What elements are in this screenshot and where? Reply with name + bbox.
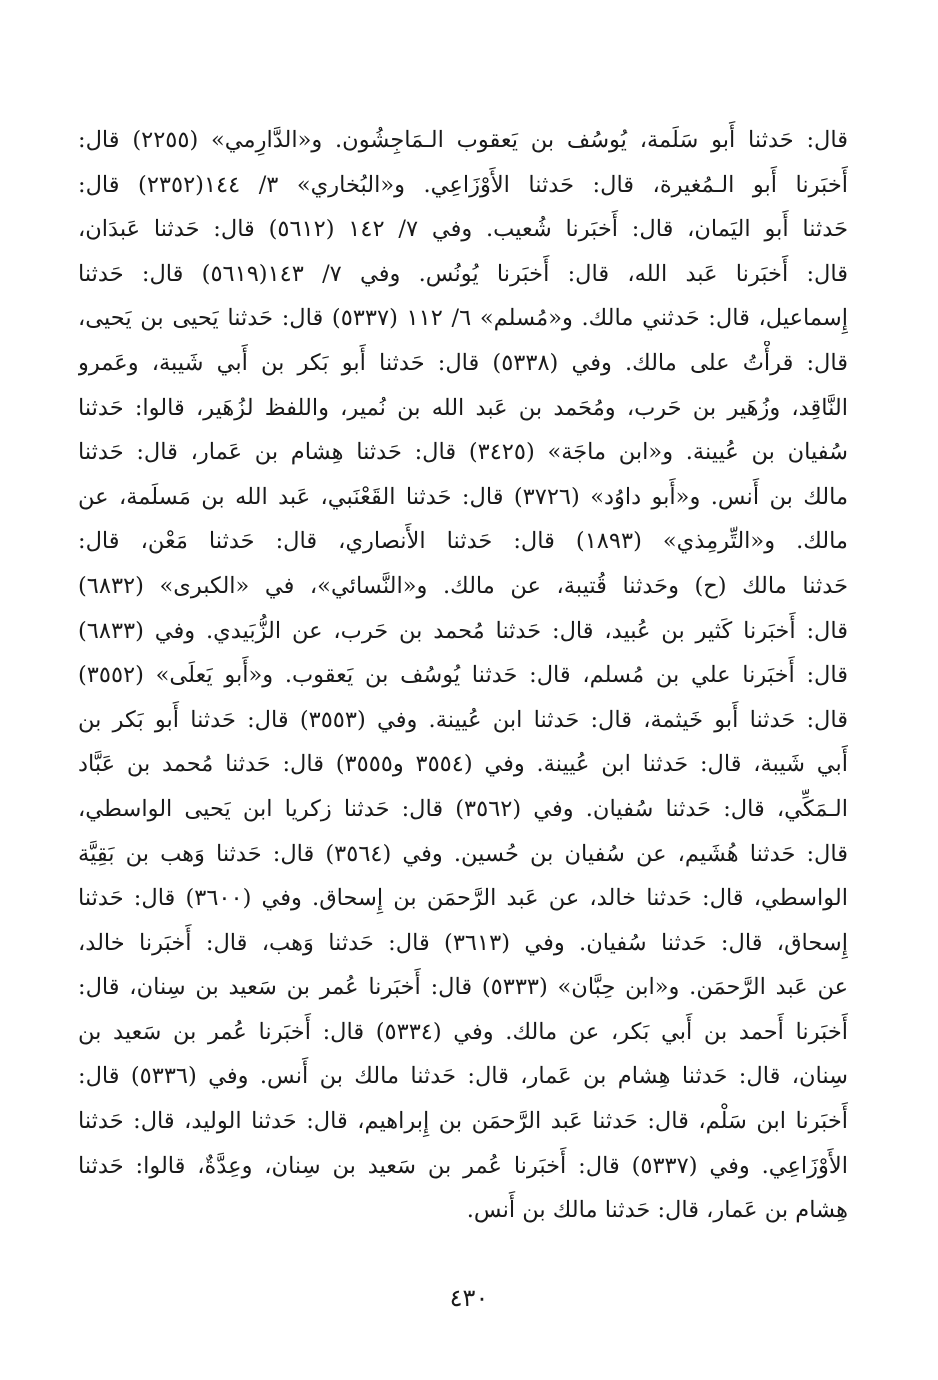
text-line: حَدثنا مالك (ح) وحَدثنا قُتيبة، عن مالك. و«النَّسائي»، في «الكبرى» (٦٨٣٢): [78, 572, 848, 599]
text-line: قال: حَدثنا أَبو سَلَمة، يُوسُف بن يَعقوب الـمَاجِشُون. و«الدَّارِمي» (٢٢٥٥) قال:: [78, 127, 848, 153]
text-line: عن عَبد الرَّحمَن. و«ابن حِبَّان» (٥٣٣٣) قال: أَخبَرنا عُمر بن سَعيد بن سِنان، قال:: [78, 974, 848, 1001]
text-line: قال: قرأْتُ على مالك. وفي (٥٣٣٨) قال: حَدثنا أَبو بَكر بن أَبي شَيبة، وعَمرو: [78, 349, 848, 376]
text-line: إِسحاق، قال: حَدثنا سُفيان. وفي (٣٦١٣) قال: حَدثنا وَهب، قال: أَخبَرنا خالد،: [78, 929, 848, 956]
text-line: قال: حَدثنا أَبو خَيثمة، قال: حَدثنا ابن عُيينة. وفي (٣٥٥٣) قال: حَدثنا أَبو بَكر بن: [78, 706, 848, 733]
text-line: قال: أَخبَرنا عَبد الله، قال: أَخبَرنا يُونُس. وفي ٧/ ١٤٣(٥٦١٩) قال: حَدثنا: [78, 260, 848, 287]
text-line: أَخبَرنا أَحمد بن أَبي بَكر، عن مالك. وفي (٥٣٣٤) قال: أَخبَرنا عُمر بن سَعيد بن: [78, 1018, 848, 1045]
text-line: هِشام بن عَمار، قال: حَدثنا مالك بن أَنس.: [466, 1197, 848, 1224]
text-line: سِنان، قال: حَدثنا هِشام بن عَمار، قال: حَدثنا مالك بن أَنس. وفي (٥٣٣٦) قال:: [78, 1063, 848, 1090]
text-line: أَبي شَيبة، قال: حَدثنا ابن عُيينة. وفي (٣٥٥٤ و٣٥٥٥) قال: حَدثنا مُحمد بن عَبَّاد: [78, 751, 848, 778]
text-line: النَّاقِد، وزُهَير بن حَرب، ومُحَمد بن عَبد الله بن نُمير، واللفظ لزُهَير، قالوا: حَدثنا: [78, 394, 848, 421]
text-line: الـمَكِّي، قال: حَدثنا سُفيان. وفي (٣٥٦٢) قال: حَدثنا زكريا ابن يَحيى الواسطي،: [78, 795, 848, 822]
text-line: حَدثنا أَبو اليَمان، قال: أَخبَرنا شُعيب. وفي ٧/ ١٤٢ (٥٦١٢) قال: حَدثنا عَبدَان،: [78, 216, 848, 243]
text-line: مالك. و«التِّرمِذي» (١٨٩٣) قال: حَدثنا الأَنصاري، قال: حَدثنا مَعْن، قال:: [78, 528, 848, 555]
text-line: قال: أَخبَرنا علي بن مُسلم، قال: حَدثنا يُوسُف بن يَعقوب. و«أَبو يَعلَى» (٣٥٥٢): [78, 662, 848, 689]
text-line: الأَوْزَاعِي. وفي (٥٣٣٧) قال: أَخبَرنا عُمر بن سَعيد بن سِنان، وعِدَّةٌ، قالوا: حَدثنا: [78, 1152, 848, 1179]
text-line: قال: حَدثنا هُشَيم، عن سُفيان بن حُسين. وفي (٣٥٦٤) قال: حَدثنا وَهب بن بَقِيَّة: [78, 840, 848, 867]
text-line: أَخبَرنا ابن سَلْم، قال: حَدثنا عَبد الرَّحمَن بن إِبراهيم، قال: حَدثنا الوليد، قال: حَدثنا: [78, 1108, 848, 1135]
text-line: أَخبَرنا أَبو الـمُغيرة، قال: حَدثنا الأَوْزَاعِي. و«البُخاري» ٣/ ١٤٤(٢٣٥٢) قال:: [78, 171, 848, 198]
text-line: قال: أَخبَرنا كَثير بن عُبيد، قال: حَدثنا مُحمد بن حَرب، عن الزُّبَيدي. وفي (٦٨٣٣): [78, 617, 848, 644]
text-line: سُفيان بن عُيينة. و«ابن ماجَة» (٣٤٢٥) قال: حَدثنا هِشام بن عَمار، قال: حَدثنا: [78, 439, 848, 466]
text-line: إِسماعيل، قال: حَدثني مالك. و«مُسلم» ٦/ ١١٢ (٥٣٣٧) قال: حَدثنا يَحيى بن يَحيى،: [78, 305, 848, 332]
text-line: الواسطي، قال: حَدثنا خالد، عن عَبد الرَّحمَن بن إِسحاق. وفي (٣٦٠٠) قال: حَدثنا: [78, 885, 848, 912]
body-text: [78, 118, 848, 1233]
page-number: ٤٣٠: [449, 1284, 489, 1312]
text-line: مالك بن أَنس. و«أَبو داوُد» (٣٧٢٦) قال: حَدثنا القَعْنَبي، عَبد الله بن مَسلَمة، عن: [78, 483, 848, 510]
